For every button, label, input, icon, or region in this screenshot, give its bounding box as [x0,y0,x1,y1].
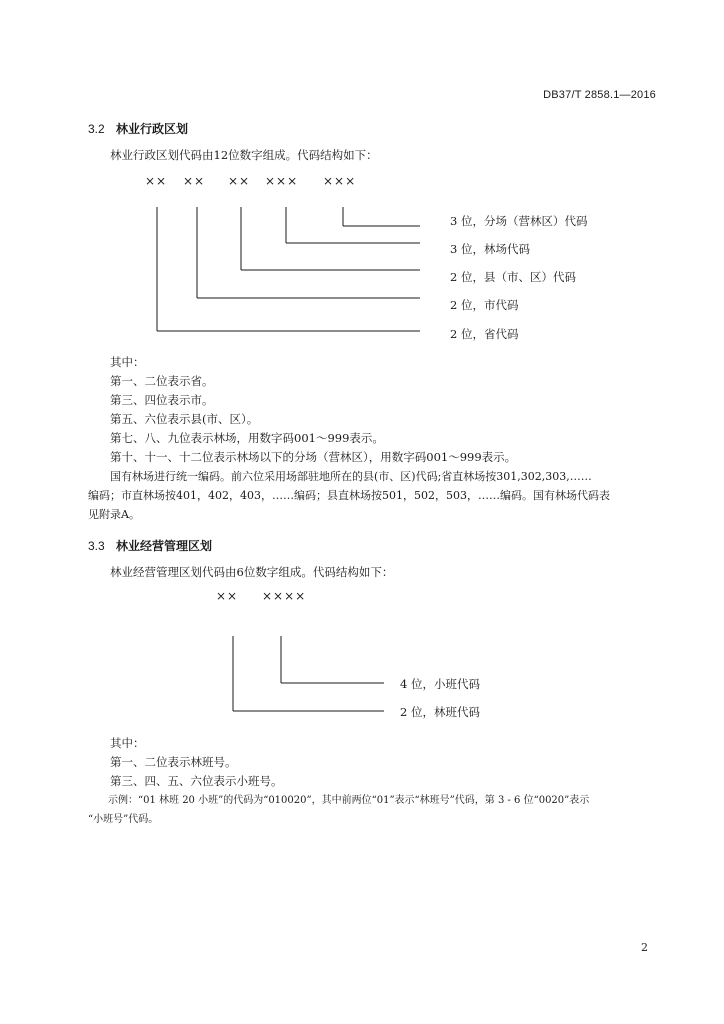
note-line: 第一、二位表示省。 [110,374,214,388]
code-label: 2 位，县（市、区）代码 [450,270,576,284]
note-line: 第一、二位表示林班号。 [110,755,237,769]
code-label: 2 位，省代码 [450,327,519,341]
section-intro: 林业行政区划代码由12位数字组成。代码结构如下： [110,148,378,162]
note-line: 第三、四位表示市。 [110,393,214,407]
section-heading-3-3 [88,537,212,554]
code-group: ××× [323,174,357,188]
code-label: 3 位，分场（营林区）代码 [450,214,588,228]
note-line: 第七、八、九位表示林场，用数字码001～999表示。 [110,431,384,445]
code-group: ×× [216,589,239,603]
code-label: 2 位，市代码 [450,298,519,312]
code-group: ××× [265,174,299,188]
code-group: ×× [145,174,168,188]
paragraph-line: 见附录A。 [88,508,140,521]
section-title: 林业行政区划 [116,122,189,136]
code-label: 2 位，林班代码 [400,705,480,719]
note-line: 第五、六位表示县(市、区）。 [110,412,259,426]
code-structure-diagram [0,0,724,400]
paragraph-line: 国有林场进行统一编码。前六位采用场部驻地所在的县(市、区)代码;省直林场按301,302,303,…… [110,470,592,483]
section-title: 林业经营管理区划 [116,539,213,553]
note-line: 第三、四、五、六位表示小班号。 [110,774,283,788]
standard-number: DB37/T 2858.1—2016 [543,89,656,101]
example-line: 示例：“01 林班 20 小班”的代码为“010020”，其中前两位“01”表示“林班号”代码，第 3 - 6 位“0020”表示 [108,795,590,806]
page-number: 2 [641,941,648,954]
code-group: ×××× [262,589,307,603]
section-number: 3.3 [88,539,105,553]
paragraph-line: 编码；市直林场按401，402，403，……编码；县直林场按501，502，503，……编码。国有林场代码表 [88,489,610,502]
note-line: 其中： [110,355,145,369]
code-label: 4 位，小班代码 [400,677,480,691]
section-number: 3.2 [88,122,105,136]
code-group: ×× [183,174,206,188]
note-line: 第十、十一、十二位表示林场以下的分场（营林区），用数字码001～999表示。 [110,450,517,464]
note-line: 其中： [110,736,145,750]
code-label: 3 位，林场代码 [450,242,530,256]
example-line: “小班号”代码。 [88,814,159,825]
section-intro: 林业经营管理区划代码由6位数字组成。代码结构如下： [110,565,394,579]
code-structure-diagram [0,600,724,730]
code-group: ×× [228,174,251,188]
